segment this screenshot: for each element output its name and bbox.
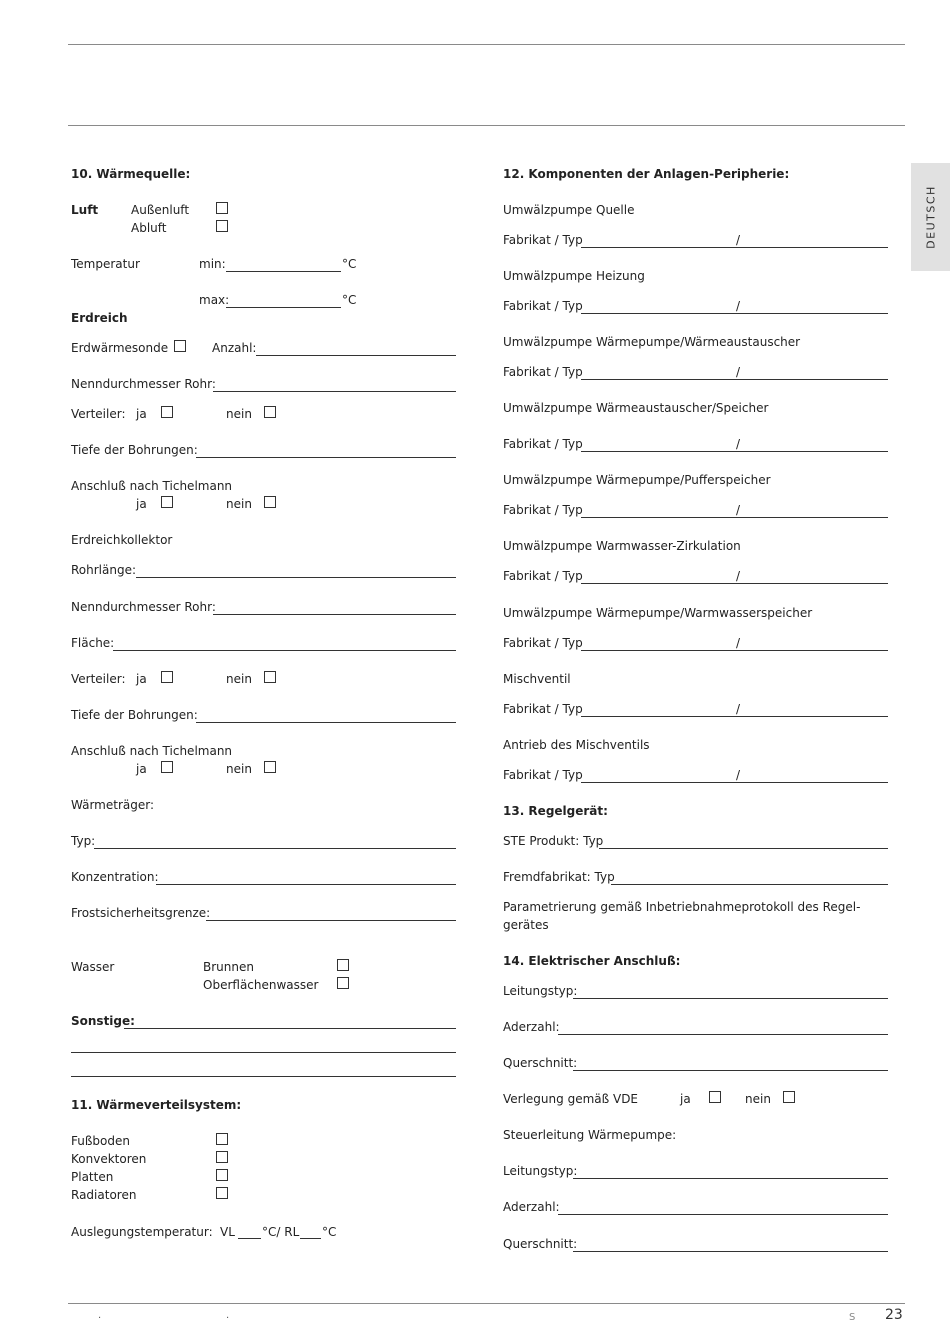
verlegung-nein-label: nein	[745, 1092, 771, 1106]
aderzahl-label-2: Aderzahl:	[503, 1200, 560, 1214]
fabrikat-typ-field[interactable]	[581, 517, 888, 518]
fabrikat-typ-label: Fabrikat / Typ	[503, 233, 583, 247]
fabrikat-typ-label: Fabrikat / Typ	[503, 299, 583, 313]
fabrikat-typ-separator: /	[736, 702, 741, 716]
verteiler-ja-label-2: ja	[136, 672, 147, 686]
auslegung-label: Auslegungstemperatur:	[71, 1225, 213, 1239]
verlegung-label: Verlegung gemäß VDE	[503, 1092, 639, 1106]
waermetraeger-label: Wärmeträger:	[71, 798, 155, 812]
anschluss-nein-checkbox-1[interactable]	[264, 496, 276, 508]
fabrikat-typ-separator: /	[736, 636, 741, 650]
component-label: Umwälzpumpe Heizung	[503, 269, 645, 283]
fabrikat-typ-label: Fabrikat / Typ	[503, 702, 583, 716]
platten-label: Platten	[71, 1170, 114, 1184]
typ-field[interactable]	[94, 848, 456, 849]
verteiler-ja-label-1: ja	[136, 407, 147, 421]
nenndurchmesser-label-1: Nenndurchmesser Rohr:	[71, 377, 216, 391]
section-10-heading: 10. Wärmequelle:	[71, 167, 191, 181]
fremdfabrikat-field[interactable]	[611, 884, 888, 885]
verteiler-nein-checkbox-2[interactable]	[264, 671, 276, 683]
bottom-rule	[68, 1303, 905, 1304]
fabrikat-typ-separator: /	[736, 299, 741, 313]
component-label: Umwälzpumpe Wärmepumpe/Warmwasserspeicher	[503, 606, 813, 620]
typ-label: Typ:	[71, 834, 96, 848]
leitungstyp-label-2: Leitungstyp:	[503, 1164, 578, 1178]
sonstige-field-1[interactable]	[124, 1028, 456, 1029]
temperatur-label: Temperatur	[71, 257, 140, 271]
erdwaermesonde-label: Erdwärmesonde	[71, 341, 169, 355]
verteiler-label-2: Verteiler:	[71, 672, 126, 686]
tiefe-label-2: Tiefe der Bohrungen:	[71, 708, 198, 722]
anschluss-ja-label-1: ja	[136, 497, 147, 511]
verteiler-nein-checkbox-1[interactable]	[264, 406, 276, 418]
footer-dot-1: .	[98, 1310, 102, 1321]
nenndurchmesser-field-1[interactable]	[213, 391, 456, 392]
fabrikat-typ-field[interactable]	[581, 782, 888, 783]
fabrikat-typ-field[interactable]	[581, 247, 888, 248]
steuerleitung-label: Steuerleitung Wärmepumpe:	[503, 1128, 677, 1142]
component-label: Antrieb des Mischventils	[503, 738, 650, 752]
fabrikat-typ-label: Fabrikat / Typ	[503, 636, 583, 650]
fabrikat-typ-separator: /	[736, 437, 741, 451]
querschnitt-label-2: Querschnitt:	[503, 1237, 578, 1251]
fabrikat-typ-field[interactable]	[581, 583, 888, 584]
rl-label: °C/ RL	[262, 1225, 300, 1239]
footer-dot-2: .	[226, 1310, 230, 1321]
temp-min-field[interactable]	[226, 271, 341, 272]
verlegung-nein-checkbox[interactable]	[783, 1091, 795, 1103]
aussenluft-checkbox[interactable]	[216, 202, 228, 214]
sonstige-field-3[interactable]	[71, 1076, 456, 1077]
querschnitt-label-1: Querschnitt:	[503, 1056, 578, 1070]
luft-label: Luft	[71, 203, 99, 217]
konzentration-field[interactable]	[156, 884, 456, 885]
rl-unit: °C	[322, 1225, 337, 1239]
abluft-checkbox[interactable]	[216, 220, 228, 232]
component-label: Umwälzpumpe Quelle	[503, 203, 635, 217]
anschluss-nein-label-1: nein	[226, 497, 252, 511]
aderzahl-label-1: Aderzahl:	[503, 1020, 560, 1034]
wasser-label: Wasser	[71, 960, 115, 974]
fussboden-label: Fußboden	[71, 1134, 130, 1148]
nenndurchmesser-label-2: Nenndurchmesser Rohr:	[71, 600, 216, 614]
fabrikat-typ-separator: /	[736, 768, 741, 782]
verteiler-label-1: Verteiler:	[71, 407, 126, 421]
ste-produkt-label: STE Produkt: Typ	[503, 834, 604, 848]
erdwaermesonde-checkbox[interactable]	[174, 340, 186, 352]
fabrikat-typ-field[interactable]	[581, 716, 888, 717]
fabrikat-typ-field[interactable]	[581, 313, 888, 314]
ste-produkt-field[interactable]	[599, 848, 888, 849]
frost-label: Frostsicherheitsgrenze:	[71, 906, 211, 920]
leitungstyp-label-1: Leitungstyp:	[503, 984, 578, 998]
aussenluft-label: Außenluft	[131, 203, 190, 217]
rohrlaenge-field[interactable]	[136, 577, 456, 578]
fabrikat-typ-field[interactable]	[581, 379, 888, 380]
parametrierung-line-2: gerätes	[503, 918, 549, 932]
oberflaechenwasser-checkbox[interactable]	[337, 977, 349, 989]
language-tab-label: DEUTSCH	[924, 185, 937, 249]
brunnen-label: Brunnen	[203, 960, 254, 974]
verteiler-nein-label-2: nein	[226, 672, 252, 686]
rohrlaenge-label: Rohrlänge:	[71, 563, 137, 577]
flaeche-field[interactable]	[113, 650, 456, 651]
verteiler-ja-checkbox-1[interactable]	[161, 406, 173, 418]
fabrikat-typ-separator: /	[736, 365, 741, 379]
section-11-heading: 11. Wärmeverteilsystem:	[71, 1098, 242, 1112]
language-tab	[911, 163, 950, 271]
component-label: Umwälzpumpe Warmwasser-Zirkulation	[503, 539, 741, 553]
temp-max-unit: °C	[342, 293, 357, 307]
page-number: 23	[885, 1307, 903, 1323]
platten-checkbox[interactable]	[216, 1169, 228, 1181]
section-13-heading: 13. Regelgerät:	[503, 804, 608, 818]
rl-field[interactable]	[300, 1238, 321, 1239]
tiefe-label-1: Tiefe der Bohrungen:	[71, 443, 198, 457]
erdreich-label: Erdreich	[71, 311, 128, 325]
fabrikat-typ-label: Fabrikat / Typ	[503, 365, 583, 379]
anschluss-label-1: Anschluß nach Tichelmann	[71, 479, 233, 493]
top-rule-2	[68, 125, 905, 126]
anschluss-nein-label-2: nein	[226, 762, 252, 776]
verteiler-nein-label-1: nein	[226, 407, 252, 421]
verlegung-ja-checkbox[interactable]	[709, 1091, 721, 1103]
abluft-label: Abluft	[131, 221, 167, 235]
anschluss-ja-checkbox-2[interactable]	[161, 761, 173, 773]
fabrikat-typ-label: Fabrikat / Typ	[503, 503, 583, 517]
fabrikat-typ-label: Fabrikat / Typ	[503, 569, 583, 583]
aderzahl-field-1[interactable]	[558, 1034, 888, 1035]
parametrierung-line-1: Parametrierung gemäß Inbetriebnahmeprotokoll des Regel-	[503, 900, 861, 914]
fabrikat-typ-separator: /	[736, 503, 741, 517]
konvektoren-label: Konvektoren	[71, 1152, 147, 1166]
radiatoren-label: Radiatoren	[71, 1188, 137, 1202]
fremdfabrikat-label: Fremdfabrikat: Typ	[503, 870, 615, 884]
fabrikat-typ-label: Fabrikat / Typ	[503, 768, 583, 782]
konzentration-label: Konzentration:	[71, 870, 159, 884]
vl-label: VL	[220, 1225, 235, 1239]
brunnen-checkbox[interactable]	[337, 959, 349, 971]
anzahl-label: Anzahl:	[212, 341, 257, 355]
querschnitt-field-1[interactable]	[573, 1070, 888, 1071]
konvektoren-checkbox[interactable]	[216, 1151, 228, 1163]
aderzahl-field-2[interactable]	[558, 1214, 888, 1215]
component-label: Umwälzpumpe Wärmepumpe/Pufferspeicher	[503, 473, 771, 487]
fabrikat-typ-field[interactable]	[581, 451, 888, 452]
fabrikat-typ-label: Fabrikat / Typ	[503, 437, 583, 451]
vl-field[interactable]	[238, 1238, 261, 1239]
oberflaechenwasser-label: Oberflächenwasser	[203, 978, 319, 992]
verlegung-ja-label: ja	[680, 1092, 691, 1106]
frost-field[interactable]	[206, 920, 456, 921]
fabrikat-typ-separator: /	[736, 233, 741, 247]
nenndurchmesser-field-2[interactable]	[213, 614, 456, 615]
anschluss-ja-label-2: ja	[136, 762, 147, 776]
temp-min-unit: °C	[342, 257, 357, 271]
sonstige-label: Sonstige:	[71, 1014, 135, 1028]
erdreichkollektor-label: Erdreichkollektor	[71, 533, 173, 547]
anschluss-label-2: Anschluß nach Tichelmann	[71, 744, 233, 758]
component-label: Mischventil	[503, 672, 571, 686]
anschluss-nein-checkbox-2[interactable]	[264, 761, 276, 773]
fabrikat-typ-field[interactable]	[581, 650, 888, 651]
tiefe-field-2[interactable]	[196, 722, 456, 723]
fussboden-checkbox[interactable]	[216, 1133, 228, 1145]
component-label: Umwälzpumpe Wärmeaustauscher/Speicher	[503, 401, 769, 415]
flaeche-label: Fläche:	[71, 636, 115, 650]
section-14-heading: 14. Elektrischer Anschluß:	[503, 954, 681, 968]
radiatoren-checkbox[interactable]	[216, 1187, 228, 1199]
component-label: Umwälzpumpe Wärmepumpe/Wärmeaustauscher	[503, 335, 801, 349]
top-rule-1	[68, 44, 905, 45]
leitungstyp-field-2[interactable]	[573, 1178, 888, 1179]
sonstige-field-2[interactable]	[71, 1052, 456, 1053]
querschnitt-field-2[interactable]	[573, 1251, 888, 1252]
leitungstyp-field-1[interactable]	[573, 998, 888, 999]
anzahl-field[interactable]	[256, 355, 456, 356]
temp-max-label: max:	[199, 293, 230, 307]
section-12-heading: 12. Komponenten der Anlagen-Peripherie:	[503, 167, 790, 181]
verteiler-ja-checkbox-2[interactable]	[161, 671, 173, 683]
fabrikat-typ-separator: /	[736, 569, 741, 583]
temp-min-label: min:	[199, 257, 226, 271]
tiefe-field-1[interactable]	[196, 457, 456, 458]
footer-mark: S	[849, 1312, 856, 1323]
temp-max-field[interactable]	[226, 307, 341, 308]
anschluss-ja-checkbox-1[interactable]	[161, 496, 173, 508]
